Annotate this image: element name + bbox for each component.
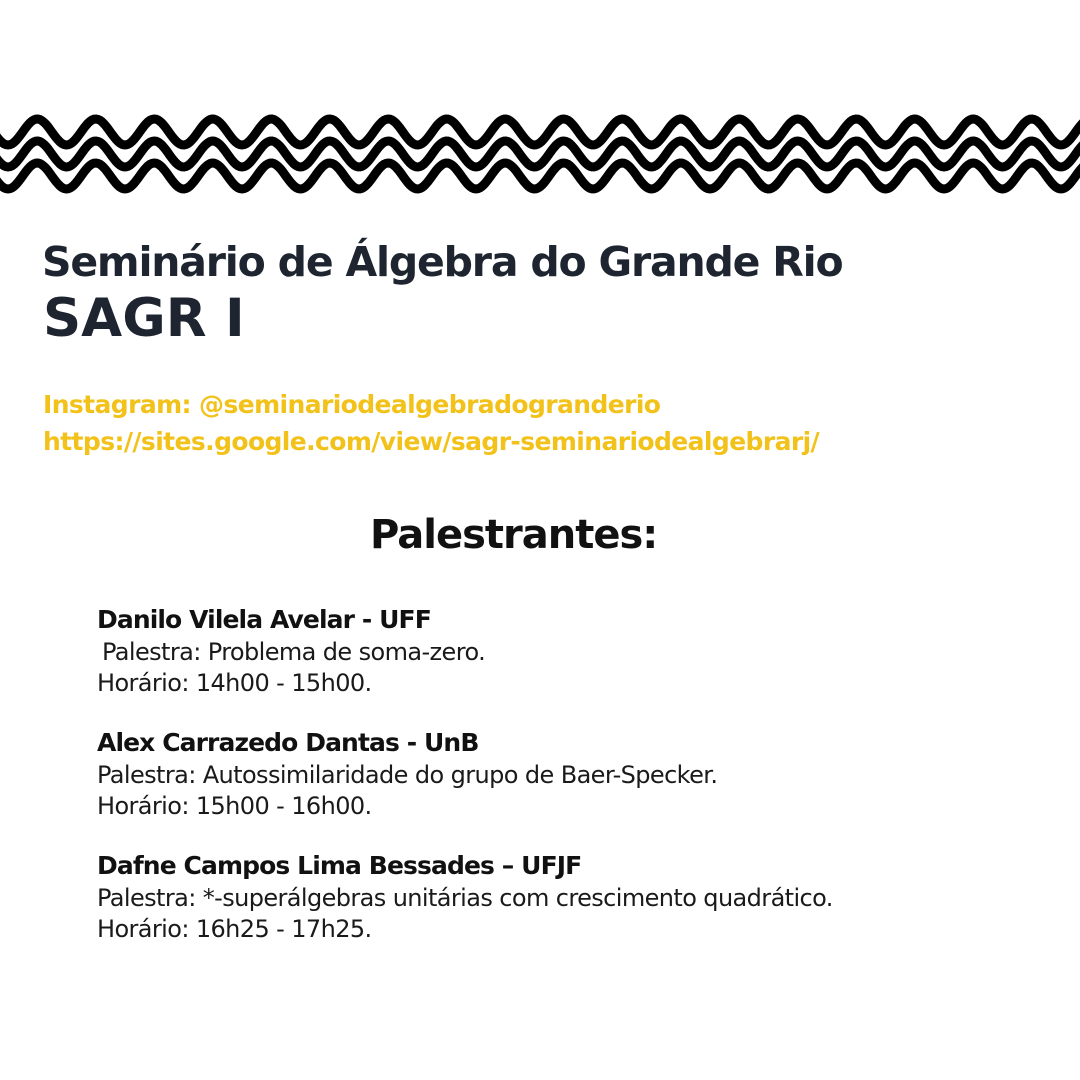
event-title: Seminário de Álgebra do Grande Rio <box>42 238 843 286</box>
speakers-list <box>97 603 1057 972</box>
speaker-entry <box>97 849 1057 945</box>
talk-title: Palestra: Autossimilaridade do grupo de Baer-Specker. <box>97 761 718 789</box>
talk-title: Palestra: *-superálgebras unitárias com crescimento quadrático. <box>97 884 833 912</box>
speaker-name: Dafne Campos Lima Bessades – UFJF <box>97 851 582 880</box>
event-subtitle: SAGR I <box>43 288 245 349</box>
talk-title: Palestra: Problema de soma-zero. <box>102 638 486 666</box>
talk-time: Horário: 16h25 - 17h25. <box>97 915 372 943</box>
speaker-name: Alex Carrazedo Dantas - UnB <box>97 728 479 757</box>
talk-time: Horário: 15h00 - 16h00. <box>97 792 372 820</box>
speakers-heading: Palestrantes: <box>370 512 658 558</box>
speaker-entry <box>97 603 1057 699</box>
speaker-entry <box>97 726 1057 822</box>
instagram-link[interactable]: Instagram: @seminariodealgebradogranderio <box>43 390 661 419</box>
website-link[interactable]: https://sites.google.com/view/sagr-seminariodealgebrarj/ <box>43 427 820 456</box>
speaker-name: Danilo Vilela Avelar - UFF <box>97 605 431 634</box>
talk-time: Horário: 14h00 - 15h00. <box>97 669 372 697</box>
wave-pattern-decoration <box>0 110 1080 198</box>
